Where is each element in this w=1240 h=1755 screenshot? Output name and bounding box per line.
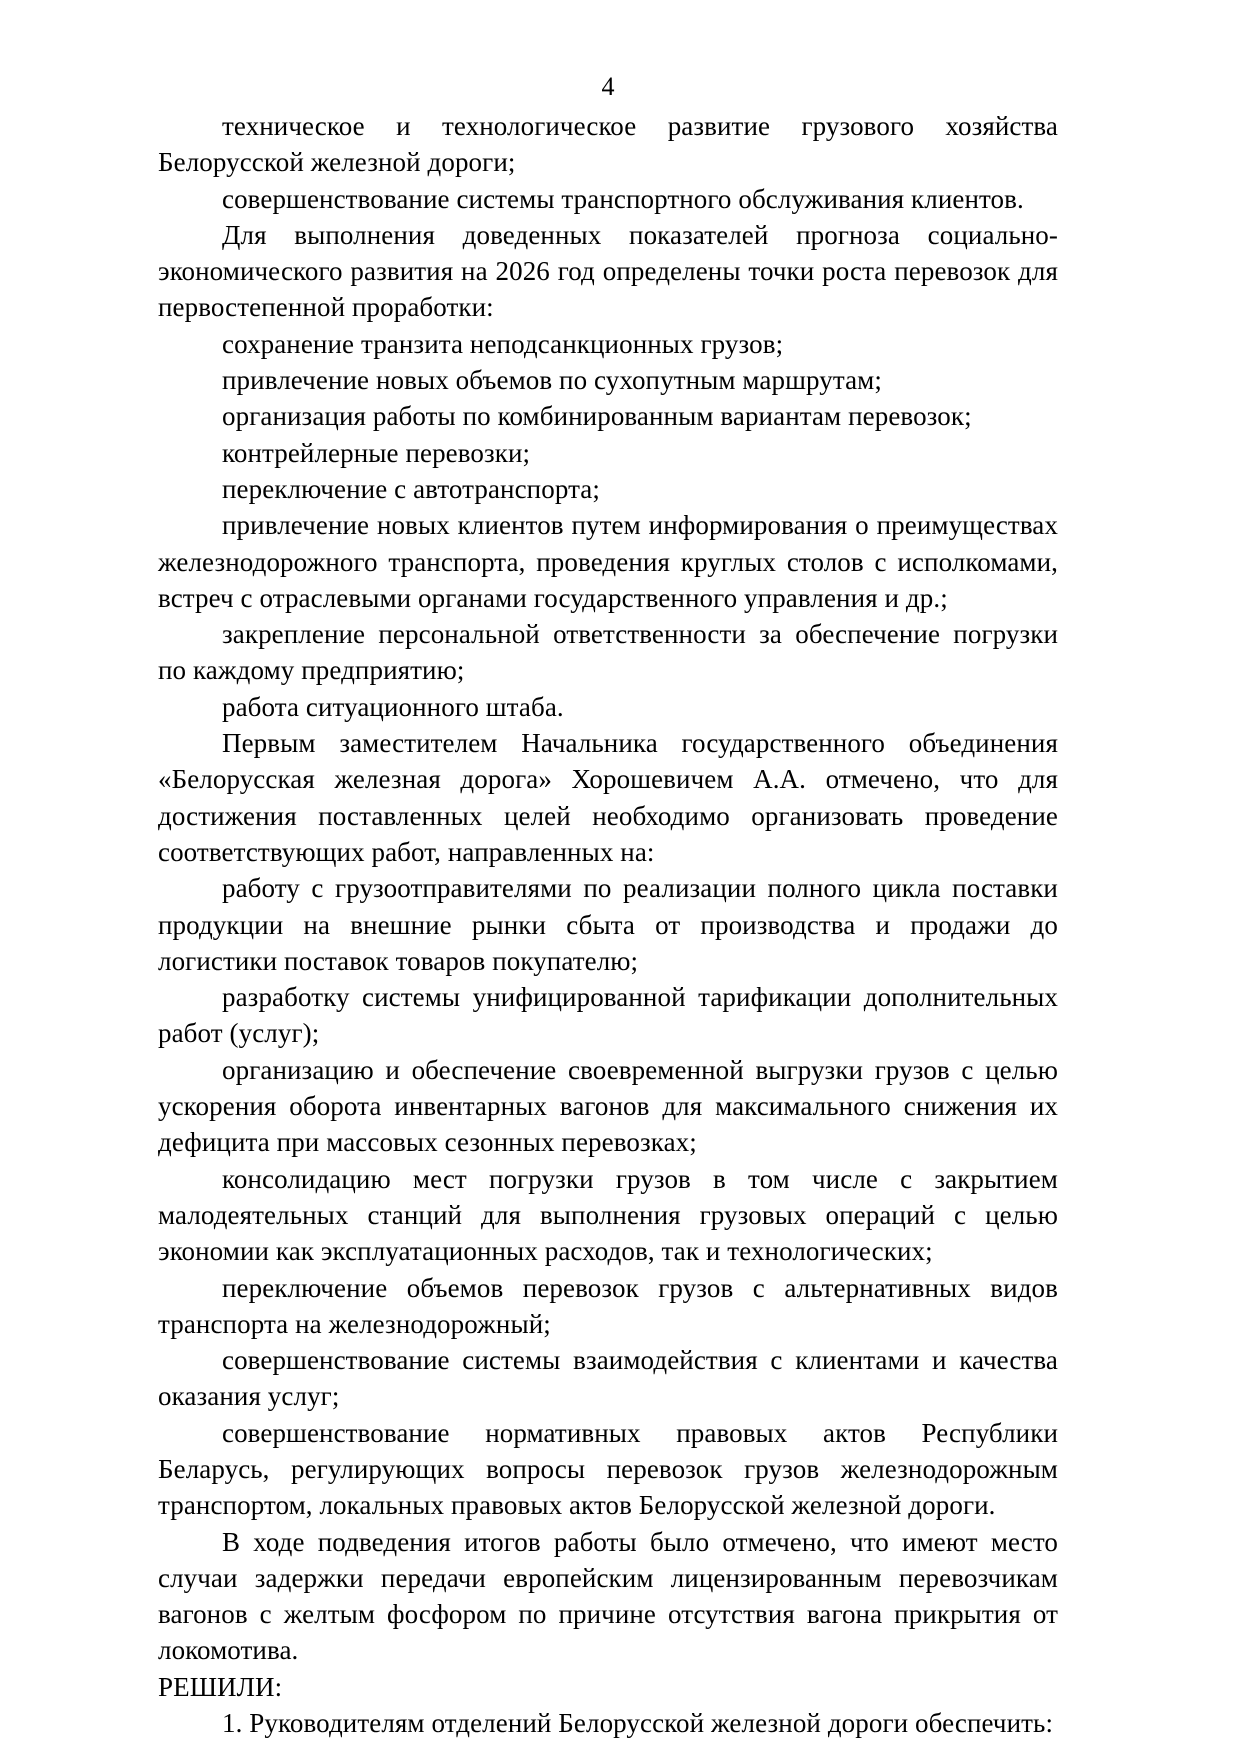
paragraph: Первым заместителем Начальника государственного объединения «Белорусская железная дорога» Хорошевичем А.А. отмечено, что для достижения поставленных целей необходимо организовать проведение соответствующих работ, направленных на: [158,728,1058,867]
paragraph: переключение с автотранспорта; [222,473,600,504]
paragraph: организацию и обеспечение своевременной выгрузки грузов с целью ускорения оборота инвентарных вагонов для максимального снижения их дефицита при массовых сезонных перевозках; [158,1054,1058,1158]
paragraph: привлечение новых объемов по сухопутным маршрутам; [222,365,882,396]
paragraph: сохранение транзита неподсанкционных грузов; [222,328,784,359]
paragraph: работу с грузоотправителями по реализации полного цикла поставки продукции на внешние рынки сбыта от производства и продажи до логистики поставок товаров покупателю; [158,873,1058,976]
paragraph: совершенствование системы транспортного обслуживания клиентов. [222,183,1024,214]
paragraph: РЕШИЛИ: [158,1671,283,1702]
paragraph: работа ситуационного штаба. [222,691,564,722]
paragraph: 1. Руководителям отделений Белорусской железной дороги обеспечить: [222,1708,1054,1739]
document-body [158,108,1058,1741]
paragraph: разработку системы унифицированной тарификации дополнительных работ (услуг); [158,982,1058,1049]
paragraph: закрепление персональной ответственности за обеспечение погрузки по каждому предприятию; [158,619,1058,686]
paragraph: техническое и технологическое развитие грузового хозяйства Белорусской железной дороги; [158,111,1058,178]
document-content [158,72,1058,1741]
paragraph: Для выполнения доведенных показателей прогноза социально-экономического развития на 2026 год определены точки роста перевозок для первостепенной проработки: [158,219,1058,323]
paragraph: В ходе подведения итогов работы было отмечено, что имеют место случаи задержки передачи европейским лицензированным перевозчикам вагонов с желтым фосфором по причине отсутствия вагона прикрытия от локомотива. [158,1526,1058,1666]
paragraph: совершенствование системы взаимодействия с клиентами и качества оказания услуг; [158,1345,1058,1412]
paragraph: организация работы по комбинированным вариантам перевозок; [222,401,972,432]
paragraph: совершенствование нормативных правовых актов Республики Беларусь, регулирующих вопросы перевозок грузов железнодорожным транспортом, локальных правовых актов Белорусской железной дороги. [158,1417,1058,1521]
paragraph: привлечение новых клиентов путем информирования о преимуществах железнодорожного транспорта, проведения круглых столов с исполкомами, встреч с отраслевыми органами государственного управления и др.; [158,510,1058,613]
paragraph: контрейлерные перевозки; [222,437,531,468]
page-number: 4 [601,72,615,101]
paragraph: переключение объемов перевозок грузов с альтернативных видов транспорта на железнодорожный; [158,1272,1058,1339]
paragraph: консолидацию мест погрузки грузов в том числе с закрытием малодеятельных станций для выполнения грузовых операций с целью экономии как эксплуатационных расходов, так и технологических; [158,1163,1058,1267]
